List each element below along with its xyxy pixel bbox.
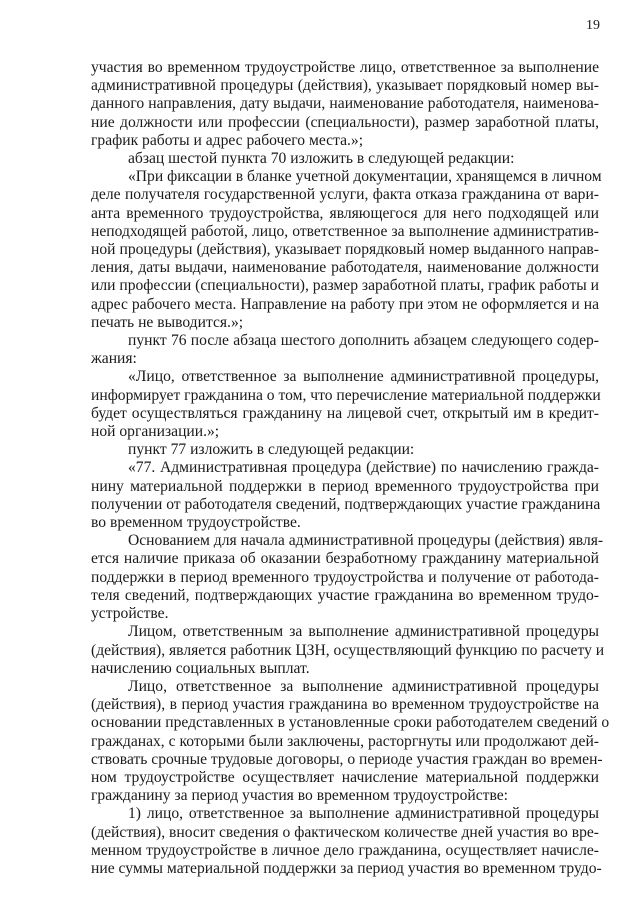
text-line: пункт 77 изложить в следующей редакции: — [128, 441, 415, 459]
text-line: график работы и адрес рабочего места.»; — [91, 131, 364, 149]
text-line: административной процедуры (действия), указывает порядковый номер вы- — [91, 77, 599, 95]
text-line: ется наличие приказа об оказании безработному гражданину материальной — [91, 550, 599, 568]
text-line: ной процедуры (действия), указывает порядковый номер выданного направ- — [91, 241, 599, 259]
text-line: абзац шестой пункта 70 изложить в следующей редакции: — [128, 150, 515, 168]
text-line: менном трудоустройстве в личное дело гражданина, осуществляет начисле- — [91, 841, 599, 859]
text-line: Лицом, ответственным за выполнение административной процедуры — [128, 623, 599, 641]
text-line: ной организации.»; — [91, 423, 220, 441]
text-line: ствовать срочные трудовые договоры, о периоде участия граждан во времен- — [91, 750, 603, 768]
text-line: пункт 76 после абзаца шестого дополнить абзацем следующего содер- — [128, 332, 599, 350]
text-line: ном трудоустройстве осуществляет начисление материальной поддержки — [91, 768, 599, 786]
text-line: участия во временном трудоустройстве лицо, ответственное за выполнение — [91, 59, 599, 76]
text-line: гражданах, с которыми были заключены, расторгнуты или продолжают дей- — [91, 732, 599, 750]
text-line: (действия), в период участия гражданина во временном трудоустройстве на — [91, 696, 599, 714]
text-line: Основанием для начала административной процедуры (действия) явля- — [128, 532, 604, 550]
text-line: «Лицо, ответственное за выполнение административной процедуры, — [128, 368, 599, 386]
text-line: гражданину за период участия во временном трудоустройстве: — [91, 787, 509, 805]
text-line: во временном трудоустройстве. — [91, 514, 301, 532]
text-line: будет осуществляться гражданину на лицевой счет, открытый им в кредит- — [91, 404, 599, 422]
text-line: информирует гражданина о том, что перечисление материальной поддержки — [91, 386, 601, 404]
text-line: деле получателя государственной услуги, факта отказа гражданина от вари- — [91, 186, 599, 204]
text-line: жания: — [91, 350, 137, 368]
text-line: адрес рабочего места. Направление на работу при этом не оформляется и на — [91, 295, 599, 313]
text-line: или профессии (специальности), размер заработной платы, график работы и — [91, 277, 599, 295]
text-line: ние должности или профессии (специальности), размер заработной платы, — [91, 113, 599, 131]
text-line: «77. Административная процедура (действие) по начислению гражда- — [128, 459, 599, 477]
text-line: 1) лицо, ответственное за выполнение административной процедуры — [128, 805, 599, 823]
text-line: основании представленных в установленные сроки работодателем сведений о — [91, 714, 610, 732]
text-line: Лицо, ответственное за выполнение административной процедуры — [128, 677, 599, 695]
text-line: ления, даты выдачи, наименование работодателя, наименование должности — [91, 259, 599, 277]
text-line: данного направления, дату выдачи, наименование работодателя, наименова- — [91, 95, 599, 113]
text-line: печать не выводится.»; — [91, 313, 244, 331]
text-line: устройстве. — [91, 605, 169, 623]
text-line: начислению социальных выплат. — [91, 659, 310, 677]
page-number: 19 — [586, 18, 600, 33]
text-line: теля сведений, подтверждающих участие гражданина во временном трудо- — [91, 586, 599, 604]
text-line: неподходящей работой, лицо, ответственное за выполнение административ- — [91, 222, 599, 240]
text-line: (действия), является работник ЦЗН, осуществляющий функцию по расчету и — [91, 641, 605, 659]
text-line: поддержки в период временного трудоустройства и получение от работода- — [91, 568, 599, 586]
text-line: получении от работодателя сведений, подтверждающих участие гражданина — [91, 495, 601, 513]
text-line: анта временного трудоустройства, являющегося для него подходящей или — [91, 204, 599, 222]
text-line: нину материальной поддержки в период временного трудоустройства при — [91, 477, 599, 495]
text-line: «При фиксации в бланке учетной документации, хранящемся в личном — [128, 168, 602, 186]
document-body — [91, 59, 610, 878]
text-line: ние суммы материальной поддержки за период участия во временном трудо- — [91, 859, 602, 877]
text-line: (действия), вносит сведения о фактическом количестве дней участия во вре- — [91, 823, 599, 841]
